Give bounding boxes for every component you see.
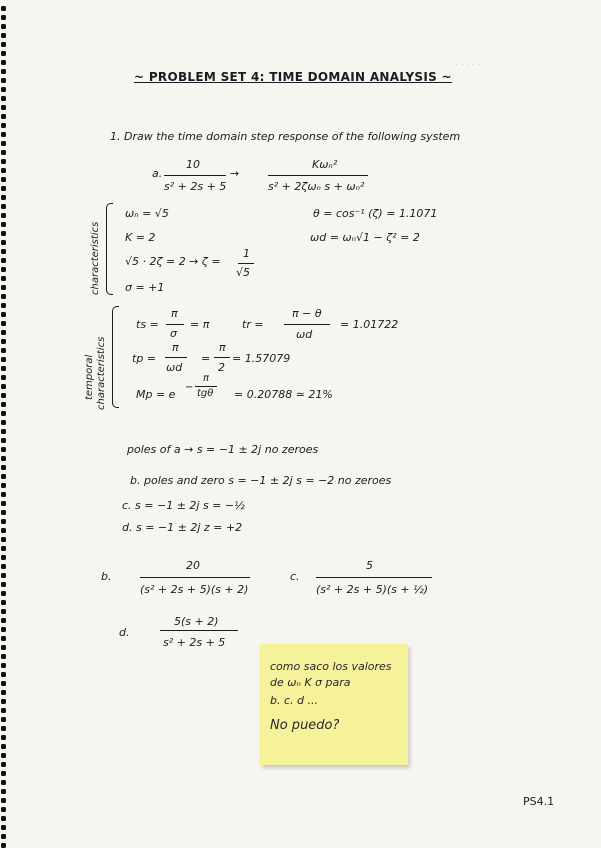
characteristics-bracket [106,203,113,295]
mp-exponent-numerator: π [203,373,210,384]
binding-ring [1,393,6,398]
part-a-arrow: → [230,167,240,180]
binding-ring [1,267,6,272]
binding-ring [1,438,6,443]
standard-form-numerator: Kωₙ² [312,158,338,171]
tr-numerator: π − θ [292,307,322,320]
binding-ring [1,42,6,47]
tp-equals: = [201,352,211,365]
ts-result: = π [190,318,210,331]
tp-fraction-bar-1 [165,357,187,358]
binding-ring [1,69,6,74]
binding-ring [1,258,6,263]
binding-ring [1,843,6,848]
binding-ring [1,123,6,128]
ts-fraction-bar [166,324,184,325]
binding-ring [1,303,6,308]
bleed-through-text: . . . . . . [455,58,487,68]
binding-ring [1,735,6,740]
binding-ring [1,537,6,542]
binding-ring [1,789,6,794]
part-b-fraction-bar [140,577,250,578]
tr-denominator: ωd [296,328,313,341]
mp-result: = 0.20788 ≃ 21% [234,388,333,401]
tp-numerator-2: π [219,341,226,354]
binding-ring [1,384,6,389]
ts-numerator: π [171,307,178,320]
part-c-denominator: (s² + 2s + 5)(s + ½) [316,583,429,596]
binding-ring [1,348,6,353]
sticky-note-line-1: como saco los valores [270,660,392,673]
binding-ring [1,555,6,560]
binding-ring [1,132,6,137]
binding-ring [1,339,6,344]
binding-ring [1,546,6,551]
binding-ring [1,114,6,119]
binding-ring [1,375,6,380]
mp-exponent-minus: − [185,382,194,393]
binding-ring [1,447,6,452]
binding-ring [1,87,6,92]
zeta-numerator: 1 [243,247,250,260]
zeta-denominator: √5 [236,266,251,279]
binding-ring [1,240,6,245]
ts-label: ts = [136,318,159,331]
binding-ring [1,294,6,299]
binding-ring [1,312,6,317]
binding-ring [1,15,6,20]
tp-denominator-1: ωd [166,361,183,374]
standard-form-denominator: s² + 2ζωₙ s + ωₙ² [268,180,365,193]
binding-ring [1,78,6,83]
binding-ring [1,609,6,614]
binding-ring [1,96,6,101]
binding-ring [1,204,6,209]
tr-label: tr = [242,318,264,331]
binding-ring [1,429,6,434]
binding-ring [1,672,6,677]
binding-ring [1,177,6,182]
page-title: ~ PROBLEM SET 4: TIME DOMAIN ANALYSIS ~ [134,70,452,84]
binding-ring [1,528,6,533]
sticky-note-line-3: b. c. d ... [270,694,318,707]
zeta-fraction-bar [238,263,254,264]
zeta-equation: √5 · 2ζ = 2 → ζ = [125,255,221,268]
theta-value: θ = cos⁻¹ (ζ) = 1.1071 [313,207,438,220]
binding-ring [1,483,6,488]
binding-ring [1,780,6,785]
binding-ring [1,690,6,695]
binding-ring [1,798,6,803]
binding-ring [1,150,6,155]
binding-ring [1,330,6,335]
binding-ring [1,591,6,596]
wd-value: ωd = ωₙ√1 − ζ² = 2 [310,231,420,244]
tp-numerator-1: π [172,341,179,354]
binding-ring [1,456,6,461]
page-number: PS4.1 [523,795,555,808]
part-a-denominator: s² + 2s + 5 [164,180,227,193]
part-c-fraction-bar [316,577,432,578]
mp-label: Mp = e [136,388,176,401]
temporal-side-label-2: characteristics [96,336,107,410]
tr-result: = 1.01722 [340,318,399,331]
temporal-side-label-1: temporal [84,354,95,400]
part-b-label: b. [101,570,112,583]
k-value: K = 2 [125,231,156,244]
binding-ring [1,420,6,425]
binding-ring [1,357,6,362]
poles-d: d. s = −1 ± 2j z = +2 [122,521,243,534]
mp-exponent-fraction-bar [195,386,217,387]
binding-ring [1,222,6,227]
binding-ring [1,501,6,506]
spiral-binding [0,0,14,848]
binding-ring [1,492,6,497]
part-a-fraction-bar [164,175,226,176]
binding-ring [1,6,6,11]
part-b-numerator: 20 [186,559,200,572]
binding-ring [1,321,6,326]
part-c-label: c. [290,570,300,583]
tr-fraction-bar [284,324,330,325]
wn-value: ωₙ = √5 [125,207,169,220]
temporal-bracket [112,306,119,408]
tp-result: = 1.57079 [232,352,291,365]
poles-b: b. poles and zero s = −1 ± 2j s = −2 no zeroes [130,474,392,487]
binding-ring [1,699,6,704]
binding-ring [1,276,6,281]
binding-ring [1,186,6,191]
binding-ring [1,645,6,650]
binding-ring [1,60,6,65]
tp-denominator-2: 2 [218,361,225,374]
binding-ring [1,636,6,641]
binding-ring [1,24,6,29]
binding-ring [1,159,6,164]
binding-ring [1,681,6,686]
binding-ring [1,474,6,479]
binding-ring [1,771,6,776]
binding-ring [1,213,6,218]
part-a-label: a. [152,167,163,180]
binding-ring [1,834,6,839]
poles-c: c. s = −1 ± 2j s = −½ [122,499,245,512]
question-1-prompt: 1. Draw the time domain step response of the following system [110,130,461,143]
binding-ring [1,744,6,749]
sticky-note-line-2: de ωₙ K σ para [270,676,351,689]
binding-ring [1,33,6,38]
binding-ring [1,564,6,569]
binding-ring [1,285,6,290]
characteristics-side-label: characteristics [90,221,101,295]
binding-ring [1,465,6,470]
mp-exponent-denominator: tgθ [197,388,214,399]
sticky-note-line-4: No puedo? [270,718,340,733]
binding-ring [1,195,6,200]
standard-form-fraction-bar [268,175,368,176]
binding-ring [1,708,6,713]
part-c-numerator: 5 [366,559,373,572]
binding-ring [1,51,6,56]
binding-ring [1,618,6,623]
binding-ring [1,600,6,605]
binding-ring [1,366,6,371]
poles-a: poles of a → s = −1 ± 2j no zeroes [127,443,319,456]
binding-ring [1,807,6,812]
binding-ring [1,231,6,236]
binding-ring [1,825,6,830]
tp-fraction-bar-2 [214,357,230,358]
binding-ring [1,168,6,173]
binding-ring [1,519,6,524]
binding-ring [1,726,6,731]
part-d-numerator: 5(s + 2) [174,615,219,628]
binding-ring [1,663,6,668]
part-b-denominator: (s² + 2s + 5)(s + 2) [140,583,249,596]
part-d-label: d. [119,626,130,639]
part-d-denominator: s² + 2s + 5 [163,636,226,649]
tp-label: tp = [132,352,157,365]
binding-ring [1,510,6,515]
binding-ring [1,582,6,587]
binding-ring [1,762,6,767]
binding-ring [1,105,6,110]
binding-ring [1,816,6,821]
binding-ring [1,249,6,254]
part-d-fraction-bar [160,630,238,631]
binding-ring [1,753,6,758]
ts-denominator: σ [170,327,177,340]
part-a-numerator: 10 [186,158,200,171]
binding-ring [1,141,6,146]
binding-ring [1,627,6,632]
sticky-note [260,644,408,765]
binding-ring [1,411,6,416]
binding-ring [1,402,6,407]
sigma-value: σ = +1 [125,281,165,294]
binding-ring [1,573,6,578]
binding-ring [1,717,6,722]
binding-ring [1,654,6,659]
